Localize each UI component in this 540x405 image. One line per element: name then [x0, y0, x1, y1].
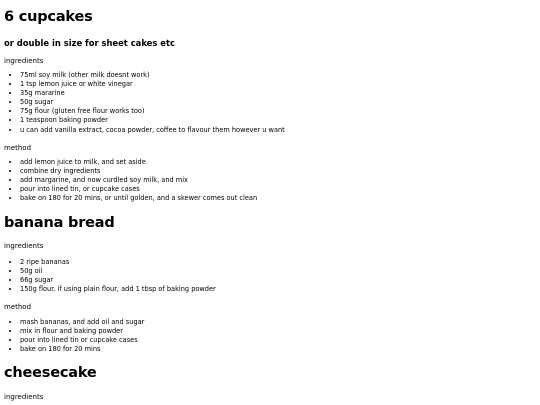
ingredients-label: ingredients — [4, 57, 44, 65]
list-item: • add margarine, and now curdled soy milk, and mix — [20, 176, 257, 185]
list-item: • 75ml soy milk (other milk doesnt work) — [20, 71, 285, 80]
list-item: • add lemon juice to milk, and set aside — [20, 158, 257, 167]
list-item: • combine dry ingredients — [20, 167, 257, 176]
list-item: • mash bananas, and add oil and sugar — [20, 318, 144, 327]
list-item: • 50g oil — [20, 267, 216, 276]
list-item: • bake on 180 for 20 mins, or until golden, and a skewer comes out clean — [20, 194, 257, 203]
list-item: • 66g sugar — [20, 276, 216, 285]
ingredients-label: ingredients — [4, 242, 44, 250]
list-item: • 1 teaspoon baking powder — [20, 116, 285, 125]
ingredients-list-banana-bread — [4, 258, 216, 294]
method-list-banana-bread — [4, 318, 144, 354]
method-label: method — [4, 144, 32, 152]
list-item: • bake on 180 for 20 mins — [20, 345, 144, 354]
list-item: • u can add vanilla extract, cocoa powder, coffee to flavour them however u want — [20, 126, 285, 135]
recipe-title-cheesecake: cheesecake — [4, 365, 97, 381]
list-item: • pour into lined tin, or cupcake cases — [20, 185, 257, 194]
list-item: • 35g mararine — [20, 89, 285, 98]
recipe-title-banana-bread: banana bread — [4, 215, 115, 231]
list-item: • mix in flour and baking powder — [20, 327, 144, 336]
list-item: • 75g flour (gluten free flour works too) — [20, 107, 285, 116]
list-item: • pour into lined tin or cupcake cases — [20, 336, 144, 345]
list-item: • 1 tsp lemon juice or white vinegar — [20, 80, 285, 89]
ingredients-label: ingredients — [4, 393, 44, 401]
method-label: method — [4, 303, 32, 311]
list-item: • 50g sugar — [20, 98, 285, 107]
ingredients-list-cupcakes — [4, 71, 285, 135]
method-list-cupcakes — [4, 158, 257, 203]
list-item: • 150g flour. if using plain flour, add 1 tbsp of baking powder — [20, 285, 216, 294]
list-item: • 2 ripe bananas — [20, 258, 216, 267]
recipe-subtitle-cupcakes: or double in size for sheet cakes etc — [4, 38, 175, 48]
recipe-title-cupcakes: 6 cupcakes — [4, 9, 93, 25]
